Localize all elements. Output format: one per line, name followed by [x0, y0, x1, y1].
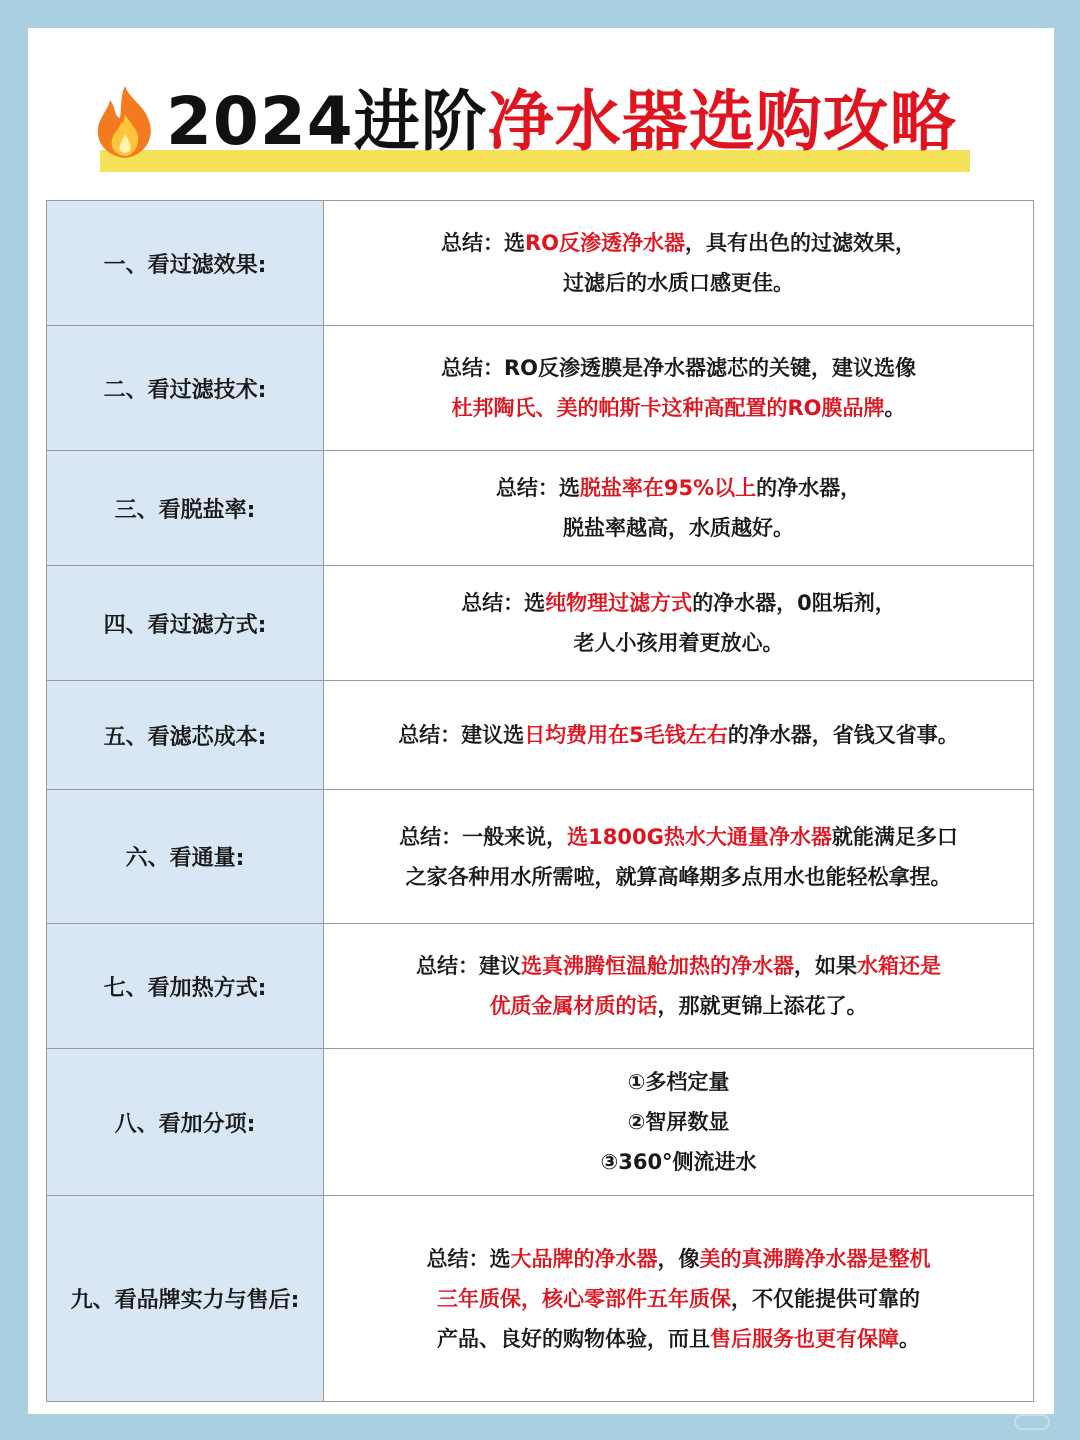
summary-text: 之家各种用水所需啦，就算高峰期多点用水也能轻松拿捏。: [405, 864, 952, 889]
summary-text: 总结：选: [426, 1246, 511, 1271]
row-label: 一、看过滤效果:: [47, 201, 324, 326]
row-summary: [324, 1049, 1034, 1196]
title-highlight: 净水器选购攻略: [487, 83, 957, 160]
summary-text: ，像: [657, 1246, 700, 1271]
row-summary: [324, 201, 1034, 326]
row-summary: [324, 326, 1034, 451]
summary-line: [342, 857, 1015, 897]
highlighted-text: 优质金属材质的话: [489, 994, 658, 1018]
highlighted-text: 美的真沸腾净水器是整机: [699, 1246, 931, 1271]
highlighted-text: 大品牌的净水器: [510, 1246, 658, 1271]
summary-text: ，如果: [794, 954, 857, 978]
summary-line: [342, 583, 1015, 623]
row-label: 二、看过滤技术:: [47, 326, 324, 451]
summary-line: [342, 1319, 1015, 1359]
summary-text: 的净水器，0阻垢剂，: [692, 591, 896, 615]
table-row: [47, 1196, 1034, 1402]
summary-text: 产品、良好的购物体验，而且: [437, 1326, 710, 1351]
table-row: [47, 451, 1034, 566]
row-label: 五、看滤芯成本:: [47, 681, 324, 790]
summary-text: 老人小孩用着更放心。: [573, 631, 784, 655]
highlighted-text: 售后服务也更有保障: [710, 1326, 899, 1351]
row-summary: [324, 451, 1034, 566]
summary-text: 总结：选: [495, 476, 580, 500]
highlighted-text: 选真沸腾恒温舱加热的净水器: [521, 954, 794, 978]
row-summary: [324, 681, 1034, 790]
title-prefix: 2024进阶: [166, 83, 488, 160]
highlighted-text: 杜邦陶氏、美的帕斯卡这种高配置的RO膜品牌: [451, 396, 885, 420]
highlighted-text: 脱盐率在95%以上: [579, 476, 757, 500]
summary-line: [342, 623, 1015, 663]
table-row: [47, 681, 1034, 790]
row-label: 四、看过滤方式:: [47, 566, 324, 681]
highlighted-text: 水箱还是: [857, 954, 941, 978]
summary-text: 总结：选: [461, 591, 546, 615]
highlighted-text: 选1800G热水大通量净水器: [567, 824, 832, 849]
summary-text: 。: [884, 396, 906, 420]
summary-text: 总结：RO反渗透膜是净水器滤芯的关键，建议选像: [440, 356, 917, 380]
row-label: 六、看通量:: [47, 790, 324, 924]
summary-text: 总结：建议: [416, 954, 521, 978]
summary-text: ③360°侧流进水: [600, 1150, 757, 1174]
summary-text: 总结：建议选: [398, 723, 525, 747]
highlighted-text: 纯物理过滤方式: [545, 591, 693, 615]
row-label: 七、看加热方式:: [47, 924, 324, 1049]
summary-line: [342, 946, 1015, 986]
summary-text: 总结：选: [440, 231, 525, 255]
summary-line: [342, 223, 1015, 263]
summary-line: [342, 468, 1015, 508]
highlighted-text: 日均费用在5毛钱左右: [524, 723, 728, 747]
summary-line: [342, 263, 1015, 303]
table-row: [47, 924, 1034, 1049]
row-label: 三、看脱盐率:: [47, 451, 324, 566]
summary-line: [342, 348, 1015, 388]
summary-line: [342, 388, 1015, 428]
row-summary: [324, 1196, 1034, 1402]
summary-text: ①多档定量: [627, 1070, 730, 1094]
summary-text: 的净水器，省钱又省事。: [727, 723, 959, 747]
summary-line: [342, 1062, 1015, 1102]
row-summary: [324, 566, 1034, 681]
table-row: [47, 201, 1034, 326]
summary-line: [342, 1142, 1015, 1182]
summary-text: 过滤后的水质口感更佳。: [563, 271, 794, 295]
summary-text: 。: [899, 1326, 920, 1351]
row-summary: [324, 790, 1034, 924]
fire-icon: [90, 84, 160, 160]
row-label: 八、看加分项:: [47, 1049, 324, 1196]
row-summary: [324, 924, 1034, 1049]
page-title: [90, 72, 957, 172]
summary-text: 总结：一般来说，: [399, 824, 568, 849]
table-row: [47, 566, 1034, 681]
summary-text: 的净水器，: [756, 476, 862, 500]
guide-table: [46, 200, 1034, 1402]
table-row: [47, 790, 1034, 924]
summary-line: [342, 817, 1015, 857]
summary-line: [342, 986, 1015, 1026]
summary-text: 就能满足多口: [831, 824, 958, 849]
summary-text: ，不仅能提供可靠的: [731, 1286, 920, 1311]
summary-line: [342, 1239, 1015, 1279]
summary-text: 脱盐率越高，水质越好。: [563, 516, 794, 540]
summary-text: ②智屏数显: [627, 1110, 730, 1134]
watermark-icon: [1014, 1412, 1050, 1432]
table-row: [47, 326, 1034, 451]
summary-line: [342, 508, 1015, 548]
summary-text: ，具有出色的过滤效果，: [685, 231, 917, 255]
summary-text: ，那就更锦上添花了。: [657, 994, 868, 1018]
summary-line: [342, 715, 1015, 755]
table-row: [47, 1049, 1034, 1196]
summary-line: [342, 1102, 1015, 1142]
highlighted-text: 三年质保，核心零部件五年质保: [437, 1286, 731, 1311]
row-label: 九、看品牌实力与售后:: [47, 1196, 324, 1402]
highlighted-text: RO反渗透净水器: [524, 231, 686, 255]
summary-line: [342, 1279, 1015, 1319]
